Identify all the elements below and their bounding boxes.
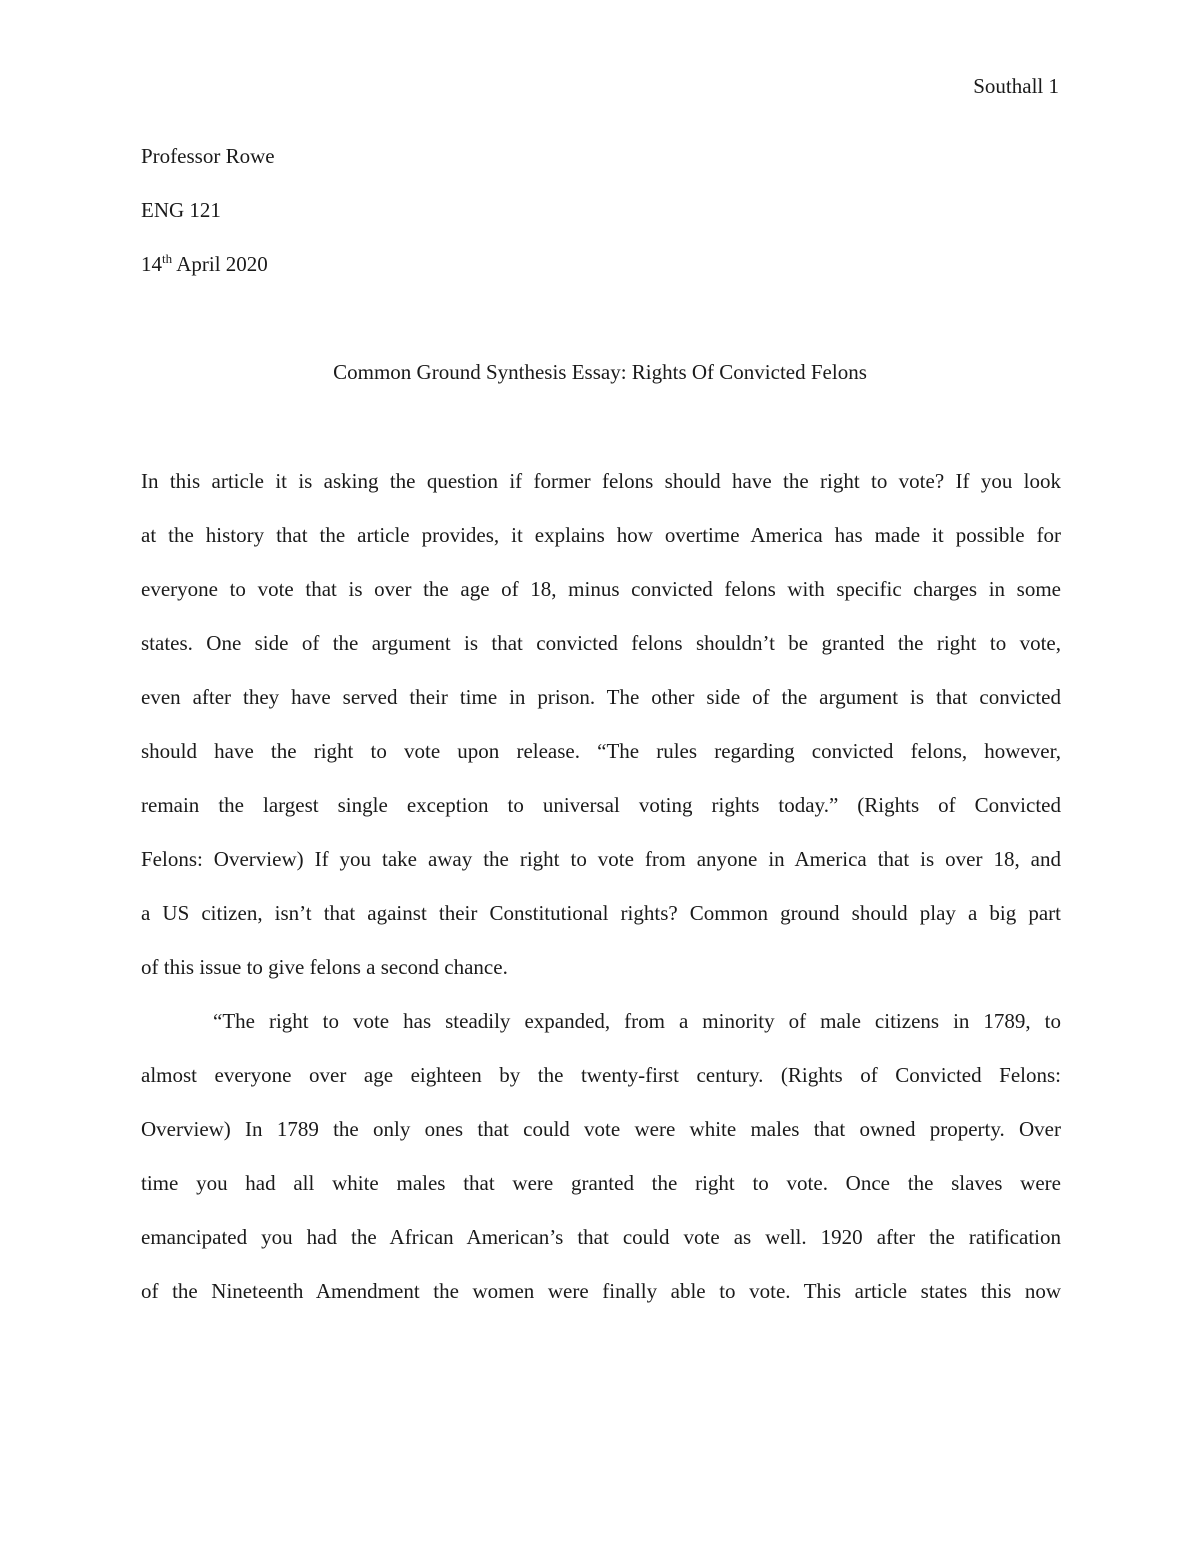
- body-line: Overview) In 1789 the only ones that could vote were white males that owned property. Over: [141, 1117, 1061, 1141]
- body-line: Felons: Overview) If you take away the right to vote from anyone in America that is over 18, and: [141, 847, 1061, 871]
- course-name: ENG 121: [141, 198, 221, 222]
- essay-body: [141, 467, 1061, 1331]
- body-line: “The right to vote has steadily expanded, from a minority of male citizens in 1789, to: [213, 1009, 1061, 1033]
- body-line: a US citizen, isn’t that against their Constitutional rights? Common ground should play a big part: [141, 901, 1061, 925]
- body-line: at the history that the article provides, it explains how overtime America has made it possible for: [141, 523, 1061, 547]
- professor-name: Professor Rowe: [141, 144, 275, 168]
- essay-title: Common Ground Synthesis Essay: Rights Of Convicted Felons: [333, 360, 867, 384]
- body-line: should have the right to vote upon release. “The rules regarding convicted felons, however,: [141, 739, 1061, 763]
- body-line: even after they have served their time in prison. The other side of the argument is that convicted: [141, 685, 1061, 709]
- body-line: In this article it is asking the question if former felons should have the right to vote? If you look: [141, 469, 1061, 493]
- running-head: Southall 1: [973, 74, 1059, 98]
- date-rest: April 2020: [172, 252, 268, 276]
- date-suffix: th: [162, 251, 173, 266]
- body-line: of this issue to give felons a second chance.: [141, 955, 508, 979]
- body-line: time you had all white males that were granted the right to vote. Once the slaves were: [141, 1171, 1061, 1195]
- body-line: emancipated you had the African American’s that could vote as well. 1920 after the ratification: [141, 1225, 1061, 1249]
- heading-block: [141, 142, 275, 304]
- body-line: everyone to vote that is over the age of 18, minus convicted felons with specific charges in some: [141, 577, 1061, 601]
- body-line: almost everyone over age eighteen by the twenty-first century. (Rights of Convicted Felons:: [141, 1063, 1061, 1087]
- body-line: of the Nineteenth Amendment the women were finally able to vote. This article states this now: [141, 1279, 1061, 1303]
- body-line: remain the largest single exception to universal voting rights today.” (Rights of Convicted: [141, 793, 1061, 817]
- body-line: states. One side of the argument is that convicted felons shouldn’t be granted the right to vote,: [141, 631, 1061, 655]
- date-day: 14: [141, 252, 162, 276]
- essay-date: [141, 250, 275, 304]
